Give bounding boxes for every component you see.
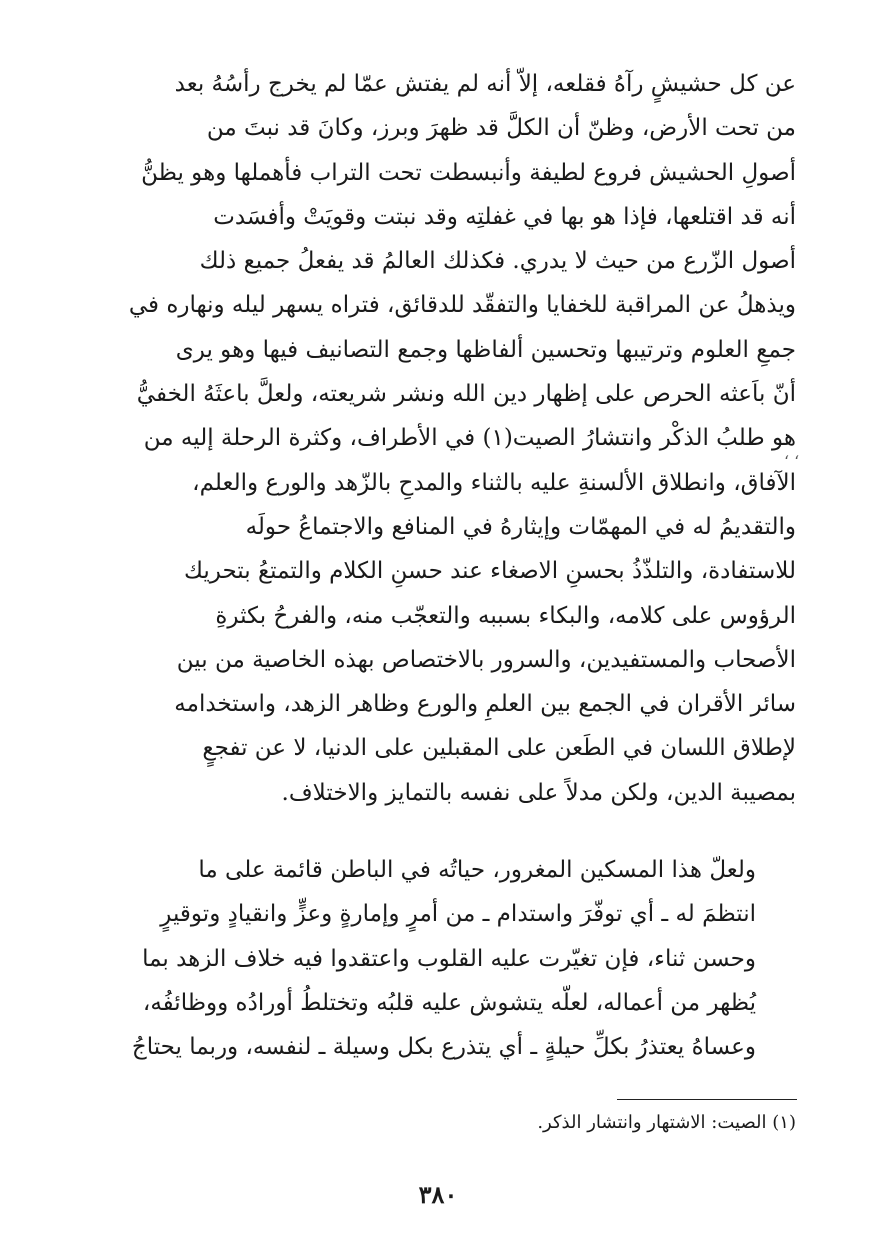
- text-line: الرؤوس على كلامه، والبكاء بسببه والتعجّب منه، والفرحُ بكثرةِ: [215, 602, 796, 629]
- text-line: لإطلاق اللسان في الطَعن على المقبلين على الدنيا، لا عن تفجعٍ: [202, 735, 796, 762]
- text-line: الأصحاب والمستفيدين، والسرور بالاختصاص بهذه الخاصية من بين: [176, 646, 796, 673]
- text-line: ولعلّ هذا المسكين المغرور، حياتُه في الباطن قائمة على ما: [198, 857, 756, 883]
- margin-marks: ‘ ‘: [784, 452, 800, 471]
- text-line: وحسن ثناء، فإن تغيّرت عليه القلوب واعتقدوا فيه خلاف الزهد بما: [142, 945, 756, 972]
- text-line: يُظهر من أعماله، لعلّه يتشوش عليه قلبُه وتختلطُ أورادُه ووظائفُه،: [142, 989, 756, 1016]
- paragraph-1: [84, 62, 796, 815]
- footnote: (١) الصيت: الاشتهار وانتشار الذكر.: [537, 1112, 796, 1133]
- text-line: أنه قد اقتلعها، فإذا هو بها في غفلتِه وقد نبتت وقويَتْ وأفسَدت: [213, 203, 796, 230]
- text-line: وعساهُ يعتذرُ بكلِّ حيلةٍ ـ أي يتذرع بكل وسيلة ـ لنفسه، وربما يحتاجُ: [131, 1034, 756, 1061]
- text-line: بمصيبة الدين، ولكن مدلاً على نفسه بالتمايز والاختلاف.: [281, 779, 796, 806]
- footnote-divider: [617, 1099, 797, 1100]
- text-line: أصولِ الحشيش فروع لطيفة وأنبسطت تحت التراب فأهملها وهو يظنُّ: [141, 159, 796, 186]
- text-line: أصول الزّرع من حيث لا يدري. فكذلك العالمُ قد يفعلُ جميع ذلك: [199, 248, 796, 275]
- text-line: عن كل حشيشٍ رآهُ فقلعه، إلاّ أنه لم يفتش عمّا لم يخرج رأسُهُ بعد: [174, 71, 796, 97]
- paragraph-2: [84, 848, 796, 1069]
- page-number: ٣٨٠: [418, 1180, 458, 1209]
- text-line: جمعِ العلوم وترتيبها وتحسين ألفاظها وجمع التصانيف فيها وهو يرى: [175, 336, 796, 363]
- text-line: هو طلبُ الذكْر وانتشارُ الصيت(١) في الأطراف، وكثرة الرحلة إليه من: [143, 425, 796, 452]
- text-line: من تحت الأرض، وظنّ أن الكلَّ قد ظهرَ وبرز، وكانَ قد نبتَ من: [206, 115, 796, 142]
- text-line: الآفاق، وانطلاق الألسنةِ عليه بالثناء والمدحِ بالزّهد والورع والعلم،: [192, 469, 796, 496]
- text-line: سائر الأقران في الجمع بين العلمِ والورع وظاهر الزهد، واستخدامه: [174, 691, 796, 718]
- text-line: ويذهلُ عن المراقبة للخفايا والتفقّد للدقائق، فتراه يسهر ليله ونهاره في: [128, 292, 796, 319]
- text-line: للاستفادة، والتلذّذُ بحسنِ الاصغاء عند حسنِ الكلام والتمتعُ بتحريك: [183, 558, 796, 585]
- text-line: أنّ باَعثه الحرص على إظهار دين الله ونشر شريعته، ولعلَّ باعثَهُ الخفيُّ: [136, 381, 796, 408]
- text-line: والتقديمُ له في المهمّات وإيثارهُ في المنافع والاجتماعُ حولَه: [245, 513, 796, 540]
- text-line: انتظمَ له ـ أي توفّرَ واستدام ـ من أمرٍ وإمارةٍ وعزٍّ وانقيادٍ وتوقيرٍ: [160, 901, 756, 928]
